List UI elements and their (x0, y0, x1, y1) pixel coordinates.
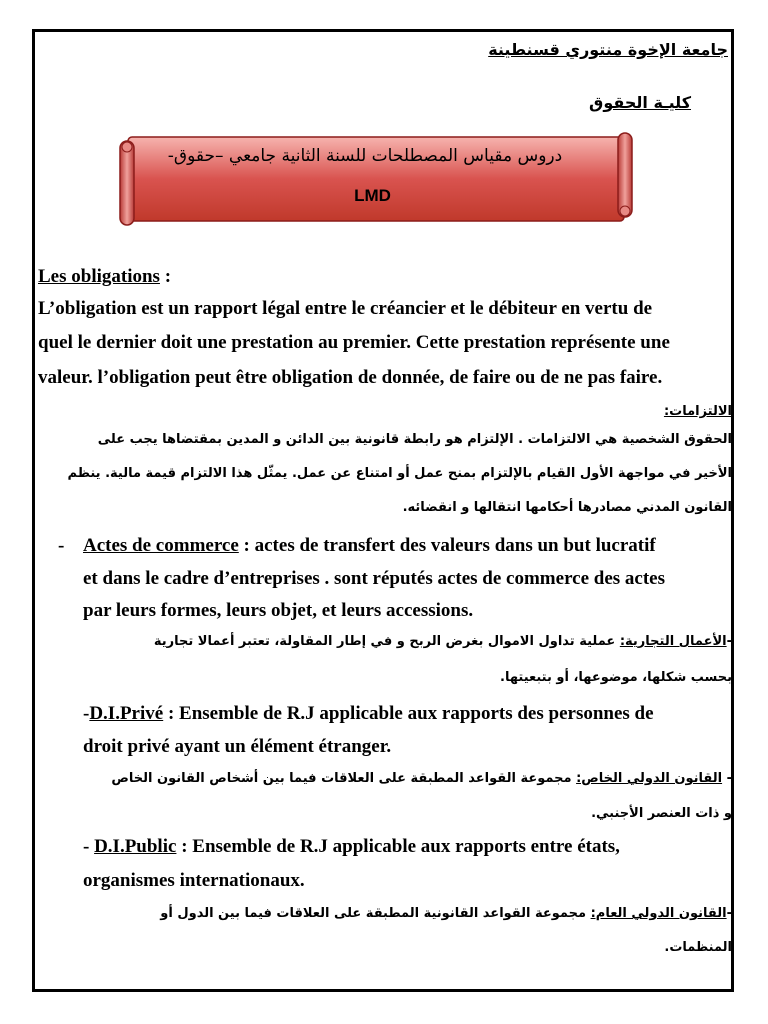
di-public-heading: D.I.Public (94, 836, 177, 857)
commerce-line: Actes de commerce : actes de transfert des valeurs dans un but lucratif (83, 535, 656, 556)
commerce-line: et dans le cadre d’entreprises . sont réputés actes de commerce des actes (83, 568, 666, 589)
commerce-ar-line: -الأعمال التجارية: عملية تداول الاموال بغرض الربح و في إطار المقاولة، تعتبر أعمالا تجارية (153, 634, 732, 649)
obligations-ar-heading: الالتزامات: (663, 404, 732, 419)
obligations-ar-line: الأخير في مواجهة الأول القيام بالإلتزام بمنح عمل أو امتناع عن عمل. يمثّل هذا الالتزام قيمة مالية. ينظم (67, 466, 732, 481)
obligations-text-line: L’obligation est un rapport légal entre le créancier et le débiteur en vertu de (38, 298, 653, 319)
obligations-ar-line: الحقوق الشخصية هي الالتزامات . الإلتزام هو رابطة قانونية بين الدائن و المدين بمقتضاها يجب على (97, 432, 732, 447)
commerce-heading: Actes de commerce (83, 535, 239, 556)
faculty-name: كليـة الحقوق (589, 93, 691, 112)
banner-title-line2: LMD (354, 186, 391, 205)
di-public-line: - D.I.Public : Ensemble de R.J applicable aux rapports entre états, (83, 836, 620, 857)
di-prive-ar-line: و ذات العنصر الأجنبي. (591, 806, 732, 821)
university-name: جامعة الإخوة منتوري قسنطينة (488, 40, 728, 59)
commerce-ar-heading: الأعمال التجارية: (619, 634, 727, 649)
di-public-line: organismes internationaux. (83, 870, 305, 891)
di-prive-heading: D.I.Privé (89, 703, 164, 724)
obligations-heading-line: Les obligations : (38, 266, 172, 287)
di-prive-ar-line: - القانون الدولي الخاص: مجموعة القواعد المطبقة على العلاقات فيما بين أشخاص القانون الخاص (111, 771, 732, 786)
obligations-heading: Les obligations (38, 266, 160, 287)
banner-title-line1: دروس مقياس المصطلحات للسنة الثانية جامعي –حقوق- (167, 146, 563, 166)
list-dash: - (58, 535, 65, 556)
di-prive-line: droit privé ayant un élément étranger. (83, 736, 392, 757)
di-prive-line: -D.I.Privé : Ensemble de R.J applicable aux rapports des personnes de (83, 703, 654, 724)
obligations-text-line: valeur. l’obligation peut être obligation de donnée, de faire ou de ne pas faire. (38, 367, 663, 388)
di-public-ar-heading: القانون الدولي العام: (590, 906, 727, 921)
commerce-line: par leurs formes, leurs objet, et leurs accessions. (83, 600, 474, 621)
di-public-ar-line: المنظمات. (664, 940, 732, 955)
di-prive-ar-heading: القانون الدولي الخاص: (576, 771, 723, 786)
obligations-text-line: quel le dernier doit une prestation au premier. Cette prestation représente une (38, 332, 670, 353)
di-public-ar-line: -القانون الدولي العام: مجموعة القواعد القانونية المطبقة على العلاقات فيما بين الدول أو (160, 906, 732, 921)
obligations-ar-line: القانون المدني مصادرها أحكامها انتقالها و انقضائه. (402, 500, 732, 515)
commerce-ar-line: بحسب شكلها، موضوعها، أو بتبعيتها. (500, 670, 732, 685)
